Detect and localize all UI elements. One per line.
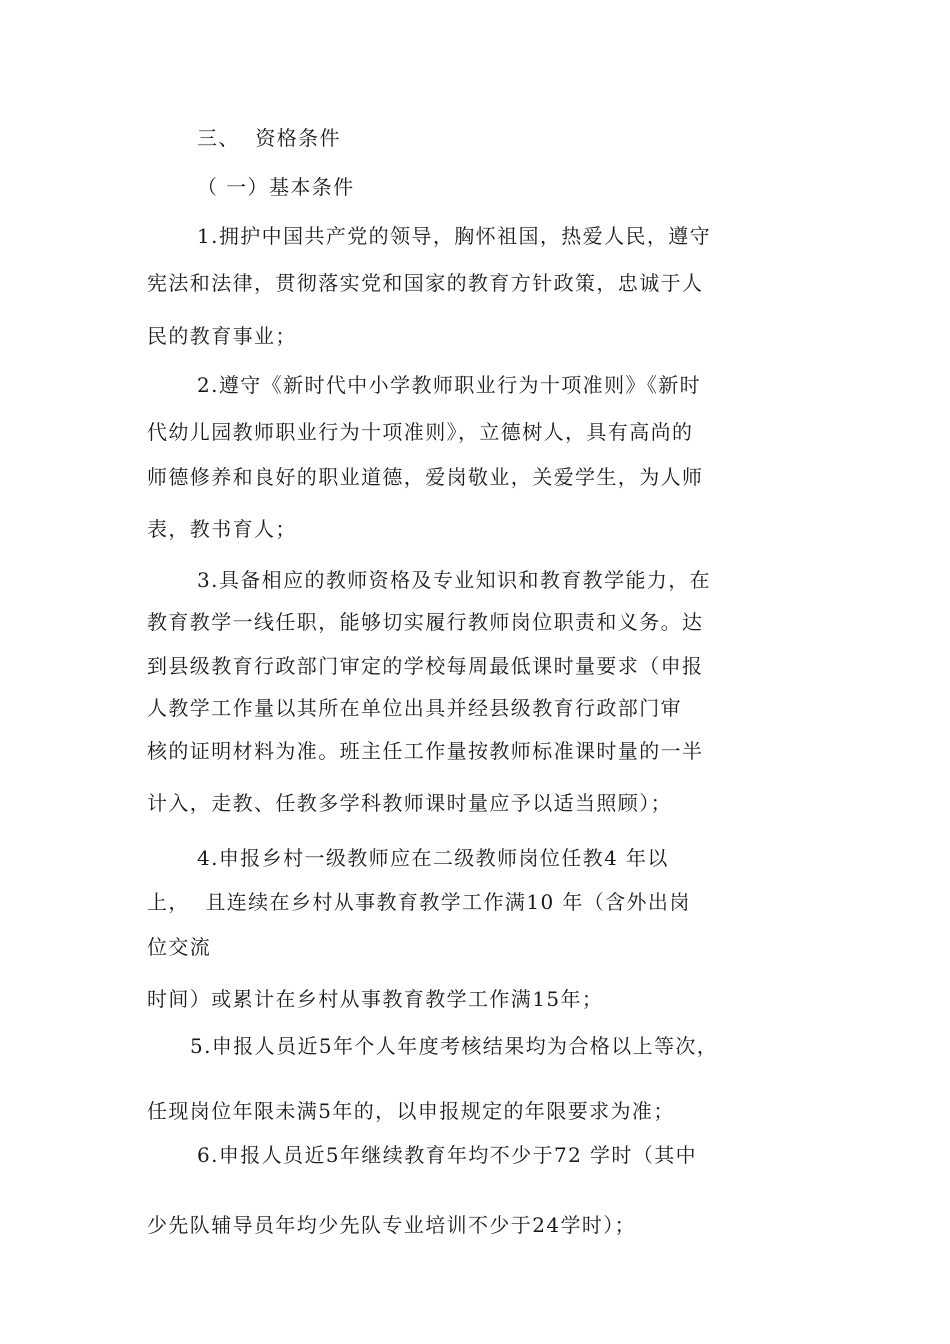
paragraph-line: 2.遵守《新时代中小学教师职业行为十项准则》《新时 — [197, 373, 702, 397]
paragraph-line: 位交流 — [147, 935, 212, 959]
paragraph-line: 3.具备相应的教师资格及专业知识和教育教学能力，在 — [197, 568, 712, 592]
paragraph-line: 人教学工作量以其所在单位出具并经县级教育行政部门审 — [147, 696, 682, 720]
paragraph-line: 6.申报人员近5年继续教育年均不少于72 学时（其中 — [197, 1143, 698, 1167]
paragraph-line: 到县级教育行政部门审定的学校每周最低课时量要求（申报 — [147, 654, 704, 678]
paragraph-line: 5.申报人员近5年个人年度考核结果均为合格以上等次， — [190, 1034, 719, 1058]
paragraph-line: 4.申报乡村一级教师应在二级教师岗位任教4 年以 — [197, 846, 669, 870]
section-heading: 三、 资格条件 — [197, 126, 341, 150]
paragraph-line: 教育教学一线任职，能够切实履行教师岗位职责和义务。达 — [147, 610, 704, 634]
paragraph-line: 代幼儿园教师职业行为十项准则》，立德树人，具有高尚的 — [147, 420, 694, 444]
paragraph-line: 计入，走教、任教多学科教师课时量应予以适当照顾）； — [147, 791, 672, 815]
paragraph-line: 宪法和法律，贯彻落实党和国家的教育方针政策，忠诚于人 — [147, 271, 704, 295]
paragraph-line: 表，教书育人； — [147, 517, 297, 541]
paragraph-line: 少先队辅导员年均少先队专业培训不少于24学时）； — [147, 1213, 637, 1237]
paragraph-line: 核的证明材料为准。班主任工作量按教师标准课时量的一半 — [147, 739, 704, 763]
paragraph-line: 1.拥护中国共产党的领导，胸怀祖国，热爱人民，遵守 — [197, 224, 712, 248]
paragraph-line: 时间）或累计在乡村从事教育教学工作满15年； — [147, 987, 604, 1011]
subsection-heading: （ 一）基本条件 — [197, 175, 355, 199]
paragraph-line: 上， 且连续在乡村从事教育教学工作满10 年（含外出岗 — [147, 890, 691, 914]
paragraph-line: 任现岗位年限未满5年的，以申报规定的年限要求为准； — [147, 1099, 675, 1123]
paragraph-line: 民的教育事业； — [147, 324, 297, 348]
paragraph-line: 师德修养和良好的职业道德，爱岗敬业，关爱学生，为人师 — [147, 465, 704, 489]
